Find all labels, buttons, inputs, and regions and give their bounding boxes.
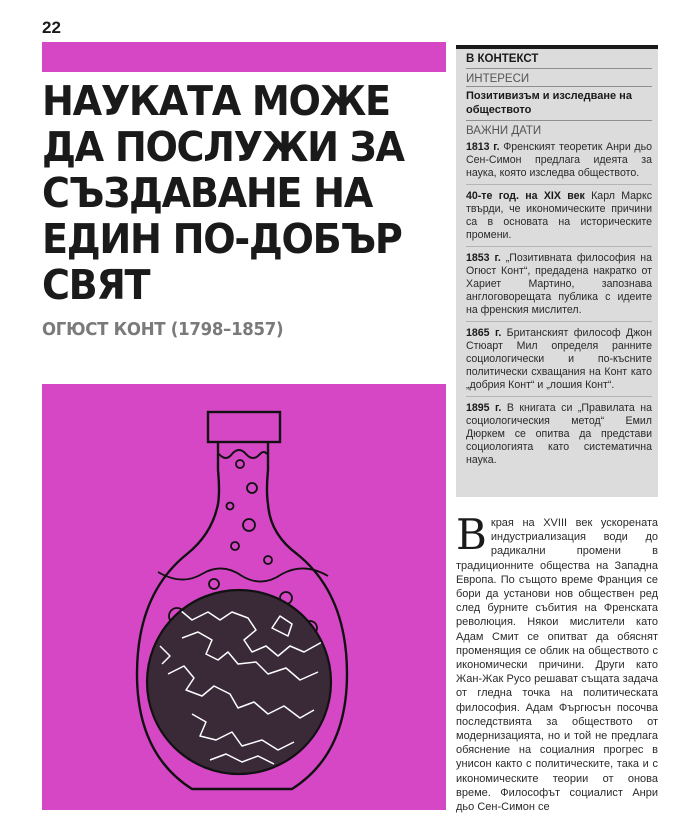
interests-label: ИНТЕРЕСИ — [466, 73, 530, 85]
timeline-text: Карл Маркс твърди, че икономическите причини са в основата на историческите промени. — [466, 190, 652, 241]
timeline-date: 1853 г. — [466, 252, 501, 264]
timeline-text: „Позитивната философия на Огюст Конт“, предадена накратко от Хариет Мартино, запознава англоговорещата публика с идеите на френския мислител. — [466, 252, 652, 316]
timeline-entry — [466, 188, 652, 247]
timeline-date: 1865 г. — [466, 327, 502, 339]
timeline-date: 1895 г. — [466, 402, 502, 414]
illustration-panel — [42, 384, 446, 810]
article-paragraph: края на XVIII век ускорената индустриализация води до радикални промени в традиционните общества на Западна Европа. По същото време Франция се бори да установи нов обществен ред след бурните събития на Френската революция. Някои мислители като Адам Смит се опитват да обяснят променящия се облик на обществото с икономически причини. Други като Жан-Жак Русо решават същата задача от гледна точка на политическата философия. Адам Фъргюсън посочва последствията за обществото от модернизацията, но и той не предлага обяснение на социалния прогрес в унисон както с политическите, така и с икономическите теории от онова време. Философът социалист Анри дьо Сен-Симон се — [456, 517, 658, 814]
timeline-date: 1813 г. — [466, 141, 500, 153]
timeline-text: В книгата си „Правилата на социологическия метод“ Емил Дюркем се опитва да представи социологията като систематична наука. — [466, 402, 652, 466]
headline: НАУКАТА МОЖЕ ДА ПОСЛУЖИ ЗА СЪЗДАВАНЕ НА ЕДИН ПО-ДОБЪР СВЯТ — [42, 77, 404, 309]
flask-with-globe-icon — [42, 384, 446, 810]
dates-label: ВАЖНИ ДАТИ — [466, 120, 652, 138]
timeline-text: Френският теоретик Анри дьо Сен-Симон предлага идеята за наука, която изследва обществото. — [466, 141, 652, 179]
accent-bar — [42, 42, 446, 72]
timeline-entry — [466, 250, 652, 322]
timeline-date: 40-те год. на XIX век — [466, 190, 585, 202]
page-number: 22 — [42, 18, 61, 37]
sidebar-heading: В КОНТЕКСТ — [466, 53, 652, 69]
timeline-entry — [466, 139, 652, 185]
timeline-entry — [466, 325, 652, 397]
interest-topic: Позитивизъм и изследване на обществото — [466, 86, 652, 117]
drop-cap: В — [456, 516, 487, 559]
timeline-entry — [466, 400, 652, 471]
article-body — [456, 516, 658, 818]
author-byline: ОГЮСТ КОНТ (1798–1857) — [42, 319, 284, 340]
context-sidebar — [456, 45, 658, 497]
timeline-text: Британският философ Джон Стюарт Мил определя ранните социологически и по-късните политически схващания на Конт като „добрия Конт“ и „лошия Конт“. — [466, 327, 652, 391]
